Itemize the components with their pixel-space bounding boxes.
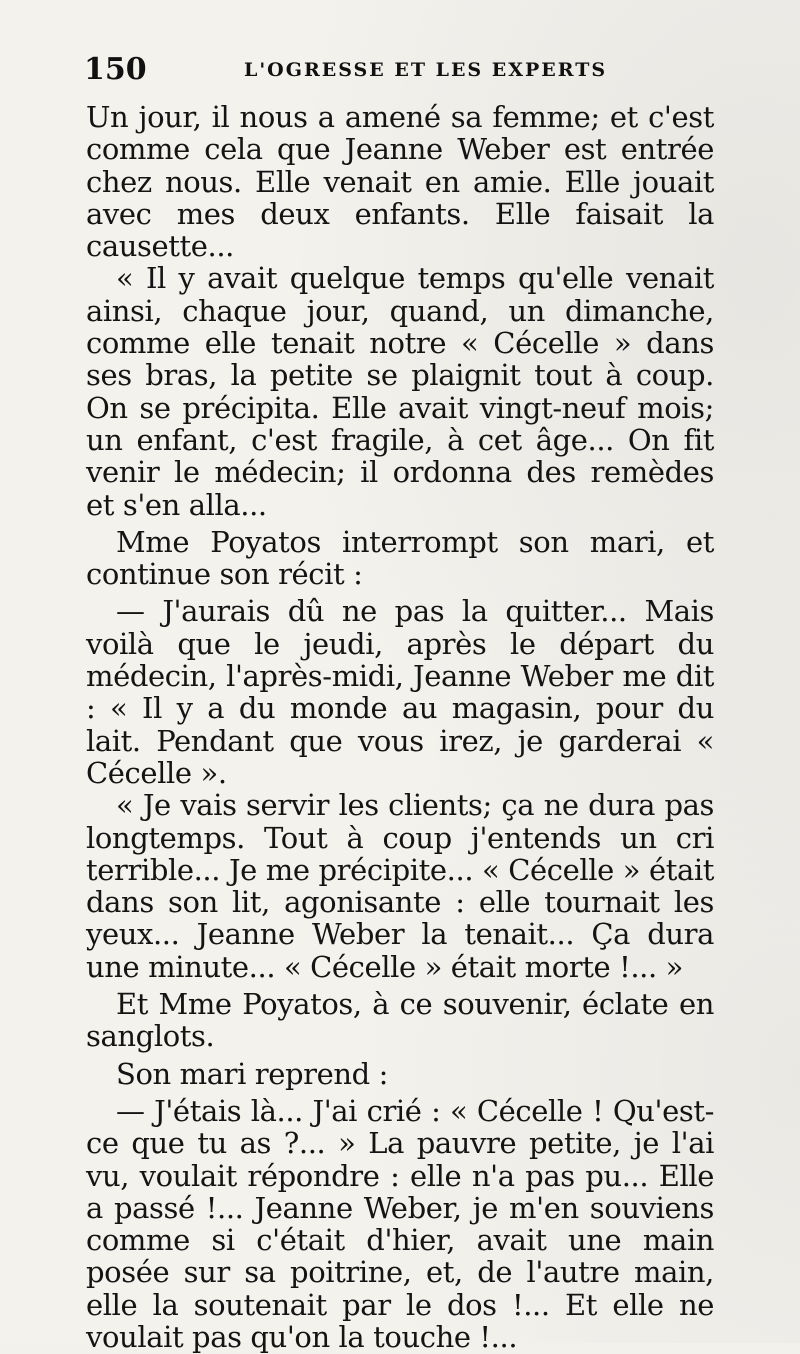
- paragraph-1: Un jour, il nous a amené sa femme; et c'est comme cela que Jeanne Weber est entrée chez nous. Elle venait en amie. Elle jouait avec mes deux enfants. Elle faisait la causette...: [86, 100, 714, 264]
- paragraph-6: Et Mme Poyatos, à ce souvenir, éclate en sanglots.: [86, 987, 714, 1054]
- paragraph-8: — J'étais là... J'ai crié : « Cécelle ! Qu'est-ce que tu as ?... » La pauvre petite, je l'ai vu, voulait répondre : elle n'a pas pu... Elle a passé !... Jeanne Weber, je m'en souviens comme si c'était d'hier, avait une main posée sur sa poitrine, et, de l'autre main, elle la soutenait par le dos !... Et elle ne voulait pas qu'on la touche !...: [86, 1093, 714, 1354]
- page-number: 150: [84, 52, 147, 87]
- running-title: L'OGRESSE ET LES EXPERTS: [244, 59, 608, 81]
- paragraph-5: « Je vais servir les clients; ça ne dura pas longtemps. Tout à coup j'entends un cri terrible... Je me précipite... « Cécelle » était dans son lit, agonisante : elle tournait les yeux... Jeanne Weber la tenait... Ça dura une minute... « Cécelle » était morte !... »: [86, 788, 714, 984]
- paragraph-3: Mme Poyatos interrompt son mari, et continue son récit :: [86, 524, 714, 592]
- paragraph-2: « Il y avait quelque temps qu'elle venait ainsi, chaque jour, quand, un dimanche, comme elle tenait notre « Cécelle » dans ses bras, la petite se plaignit tout à coup. On se précipita. Elle avait vingt-neuf mois; un enfant, c'est fragile, à cet âge... On fit venir le médecin; il ordonna des remèdes et s'en alla...: [86, 261, 714, 522]
- paragraph-7: Son mari reprend :: [116, 1056, 389, 1091]
- paragraph-4: — J'aurais dû ne pas la quitter... Mais voilà que le jeudi, après le départ du médecin, l'après-midi, Jeanne Weber me dit : « Il y a du monde au magasin, pour du lait. Pendant que vous irez, je garderai « Cécelle ».: [86, 594, 714, 790]
- page-header: [84, 52, 714, 92]
- body-text: [86, 101, 714, 1353]
